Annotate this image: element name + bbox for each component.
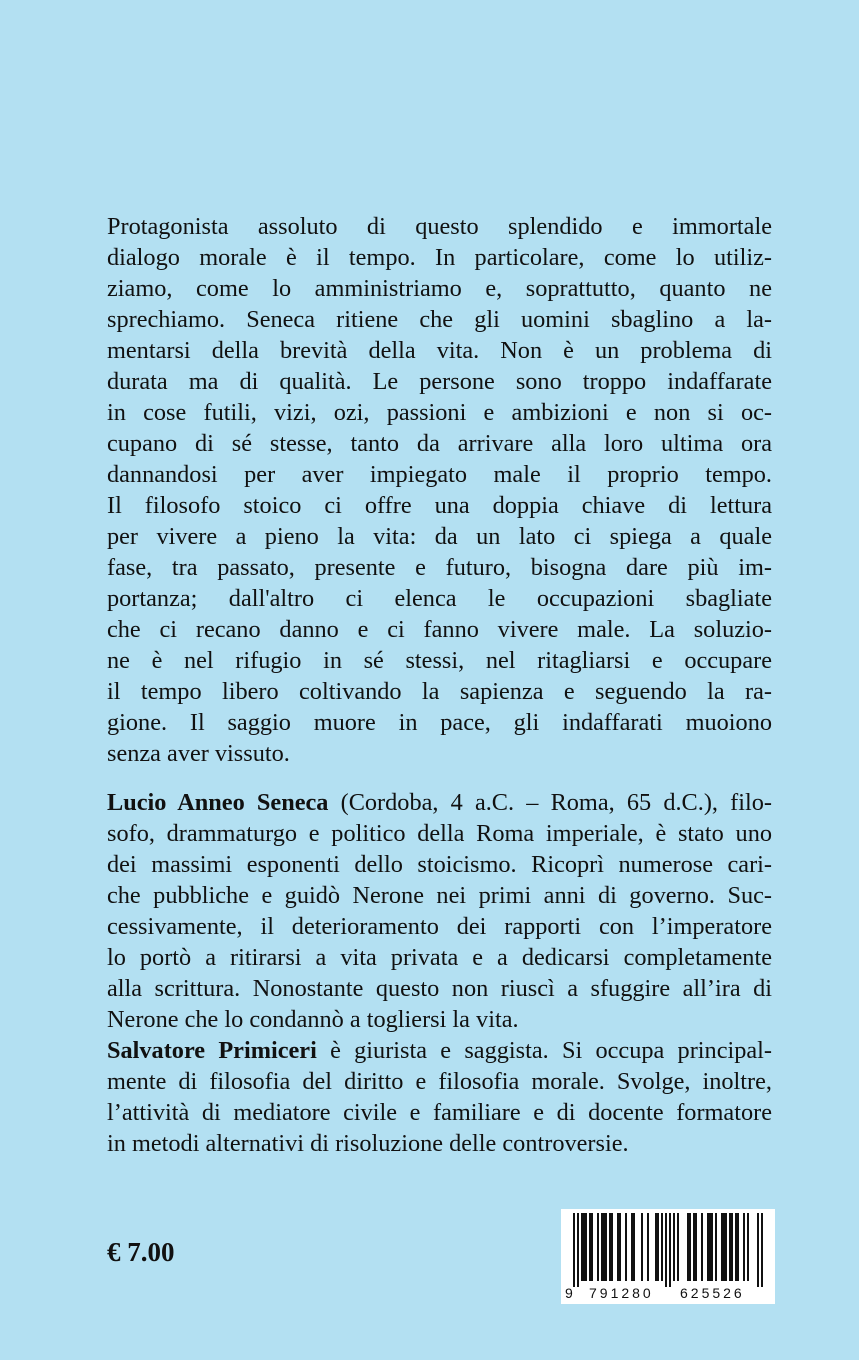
seneca-bio-first-line-text: (Cordoba, 4 a.C. – Roma, 65 d.C.), filo- — [328, 789, 772, 816]
seneca-bio-line: dei massimi esponenti dello stoicismo. Ricoprì numerose cari- — [107, 851, 772, 878]
barcode-bar — [731, 1213, 733, 1281]
synopsis-line: Protagonista assoluto di questo splendido e immortale — [107, 213, 772, 240]
barcode-bar — [641, 1213, 643, 1281]
synopsis-line: dialogo morale è il tempo. In particolare, come lo utiliz- — [107, 244, 772, 271]
primiceri-bio-line: l’attività di mediatore civile e familiare e di docente formatore — [107, 1099, 772, 1126]
barcode-bar — [601, 1213, 603, 1281]
primiceri-bio-line: in metodi alternativi di risoluzione delle controversie. — [107, 1130, 629, 1157]
synopsis-line: Il filosofo stoico ci offre una doppia chiave di lettura — [107, 492, 772, 519]
barcode-bar — [673, 1213, 675, 1281]
barcode-bar — [721, 1213, 723, 1281]
barcode-bar — [647, 1213, 649, 1281]
price-label: € 7.00 — [107, 1237, 175, 1267]
barcode-bar — [677, 1213, 679, 1281]
barcode-guard-bar — [577, 1213, 579, 1287]
barcode-bar — [737, 1213, 739, 1281]
synopsis-line: fase, tra passato, presente e futuro, bisogna dare più im- — [107, 554, 772, 581]
barcode-bar — [729, 1213, 731, 1281]
barcode-digit-group-left: 791280 — [589, 1285, 654, 1301]
synopsis-line: durata ma di qualità. Le persone sono troppo indaffarate — [107, 368, 772, 395]
barcode-bar — [589, 1213, 591, 1281]
barcode-bar — [701, 1213, 703, 1281]
synopsis-line: cupano di sé stesse, tanto da arrivare alla loro ultima ora — [107, 430, 772, 457]
barcode-bar — [657, 1213, 659, 1281]
barcode-bar — [687, 1213, 689, 1281]
barcode-bar — [735, 1213, 737, 1281]
synopsis-line: per vivere a pieno la vita: da un lato ci spiega a quale — [107, 523, 772, 550]
primiceri-name: Salvatore Primiceri — [107, 1037, 317, 1064]
barcode-guard-bar — [757, 1213, 759, 1287]
barcode-bar — [609, 1213, 611, 1281]
barcode-bar — [591, 1213, 593, 1281]
barcode-bar — [725, 1213, 727, 1281]
barcode-bar — [603, 1213, 605, 1281]
barcode-bar — [585, 1213, 587, 1281]
barcode-digit-group-right: 625526 — [680, 1285, 745, 1301]
seneca-bio-first-line — [107, 787, 772, 818]
primiceri-bio-line: mente di filosofia del diritto e filosofia morale. Svolge, inoltre, — [107, 1068, 772, 1095]
synopsis-line: dannandosi per aver impiegato male il proprio tempo. — [107, 461, 772, 488]
seneca-bio-line: sofo, drammaturgo e politico della Roma imperiale, è stato uno — [107, 820, 772, 847]
barcode-bar — [747, 1213, 749, 1281]
synopsis-line: in cose futili, vizi, ozi, passioni e ambizioni e non si oc- — [107, 399, 772, 426]
barcode-bar — [619, 1213, 621, 1281]
barcode-bar — [581, 1213, 583, 1281]
barcode-bar — [597, 1213, 599, 1281]
synopsis-line: ziamo, come lo amministriamo e, soprattutto, quanto ne — [107, 275, 772, 302]
barcode-guard-bar — [665, 1213, 667, 1287]
synopsis-line: mentarsi della brevità della vita. Non è un problema di — [107, 337, 772, 364]
synopsis-line: che ci recano danno e ci fanno vivere male. La soluzio- — [107, 616, 772, 643]
barcode-bar — [743, 1213, 745, 1281]
barcode-bar — [695, 1213, 697, 1281]
synopsis-paragraph — [107, 211, 772, 769]
barcode-bar — [715, 1213, 717, 1281]
seneca-bio-line: lo portò a ritirarsi a vita privata e a dedicarsi completamente — [107, 944, 772, 971]
seneca-bio-line: cessivamente, il deterioramento dei rapporti con l’imperatore — [107, 913, 772, 940]
synopsis-line: ne è nel rifugio in sé stessi, nel ritagliarsi e occupare — [107, 647, 772, 674]
barcode-bar — [617, 1213, 619, 1281]
barcode-guard-bar — [669, 1213, 671, 1287]
barcode-bar — [605, 1213, 607, 1281]
barcode-bar — [611, 1213, 613, 1281]
primiceri-biography — [107, 1035, 772, 1159]
barcode-bar — [689, 1213, 691, 1281]
seneca-bio-line: alla scrittura. Nonostante questo non riuscì a sfuggire all’ira di — [107, 975, 772, 1002]
barcode-bar — [633, 1213, 635, 1281]
barcode-bar — [707, 1213, 709, 1281]
primiceri-bio-first-line-text: è giurista e saggista. Si occupa principal- — [316, 1037, 773, 1064]
barcode-bar — [711, 1213, 713, 1281]
barcode-bar — [709, 1213, 711, 1281]
barcode-guard-bar — [573, 1213, 575, 1287]
synopsis-line: il tempo libero coltivando la sapienza e seguendo la ra- — [107, 678, 772, 705]
barcode-bar — [583, 1213, 585, 1281]
barcode-bar — [723, 1213, 725, 1281]
barcode-digit-lead: 9 — [565, 1285, 573, 1301]
synopsis-line: gione. Il saggio muore in pace, gli indaffarati muoiono — [107, 709, 772, 736]
synopsis-line: senza aver vissuto. — [107, 740, 290, 767]
barcode-bars — [573, 1213, 763, 1287]
barcode-bar — [693, 1213, 695, 1281]
seneca-bio-line: Nerone che lo condannò a togliersi la vita. — [107, 1006, 519, 1033]
seneca-name: Lucio Anneo Seneca — [107, 789, 329, 816]
primiceri-bio-first-line — [107, 1035, 772, 1066]
synopsis-line: portanza; dall'altro ci elenca le occupazioni sbagliate — [107, 585, 772, 612]
seneca-biography — [107, 787, 772, 1035]
barcode-bar — [655, 1213, 657, 1281]
barcode-guard-bar — [761, 1213, 763, 1287]
barcode-bar — [625, 1213, 627, 1281]
isbn-barcode — [561, 1209, 775, 1304]
barcode-bar — [631, 1213, 633, 1281]
barcode-bar — [661, 1213, 663, 1281]
barcode-graphic — [561, 1209, 775, 1304]
synopsis-line: sprechiamo. Seneca ritiene che gli uomini sbaglino a la- — [107, 306, 772, 333]
seneca-bio-line: che pubbliche e guidò Nerone nei primi anni di governo. Suc- — [107, 882, 772, 909]
